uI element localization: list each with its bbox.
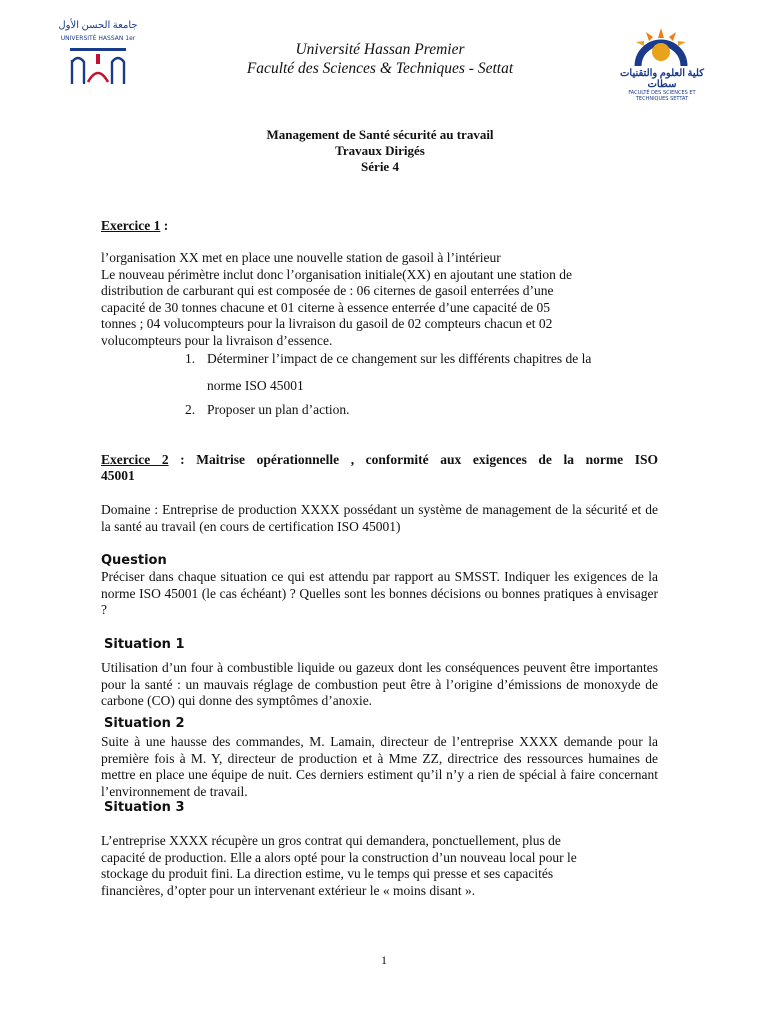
question-text: Préciser dans chaque situation ce qui est attendu par rapport au SMSST. Indiquer les exigences de la norme ISO 45001 (le cas échéant) ? Quelles sont les bonnes décisions ou bonnes pratiques à envisager ?	[101, 569, 658, 617]
exercise1-line: l’organisation XX met en place une nouvelle station de gasoil à l’intérieur	[101, 250, 501, 265]
exercise1-line: capacité de 30 tonnes chacune et 01 citerne à essence enterrée d’une capacité de 05	[101, 299, 551, 315]
situation1-label: Situation 1	[104, 637, 185, 652]
exercise2-heading-line	[101, 452, 658, 468]
situation3-text	[101, 833, 661, 899]
situation1-text: Utilisation d’un four à combustible liquide ou gazeux dont les conséquences peuvent être importantes pour la santé : un mauvais réglage de combustion peut être à l’origine d’émissions de monoxyde de carbone (CO) qui donne des symptômes d’anoxie.	[101, 660, 658, 708]
exercise1-line: tonnes ; 04 volucompteurs pour la livraison du gasoil de 02 compteurs chacun et 02	[101, 316, 553, 331]
exercise2-heading-title: : Maitrise opérationnelle , conformité aux exigences de la norme ISO	[168, 452, 658, 467]
course-title: Management de Santé sécurité au travail	[266, 127, 494, 142]
situation2-text: Suite à une hausse des commandes, M. Lamain, directeur de l’entreprise XXXX demande pour la première fois à M. Y, directeur de production et à Mme ZZ, directrice des ressources humaines de mettre en place une équipe de nuit. Ces derniers estiment qu’il n’y a rien de spécial à faire concernant l’environnement de travail.	[101, 734, 658, 799]
question-number: 1.	[185, 351, 196, 366]
logo-arabic-name: جامعة الحسن الأول	[58, 20, 138, 31]
exercise1-text	[101, 250, 661, 349]
faculty-logo	[612, 22, 712, 104]
sun-emblem-icon	[626, 22, 696, 68]
exercise1-heading-colon: :	[160, 218, 169, 233]
situation2-label: Situation 2	[104, 716, 185, 731]
exercise1-line: distribution de carburant qui est composée de : 06 citernes de gasoil enterrées d’une	[101, 283, 554, 298]
faculty-name: Faculté des Sciences & Techniques - Settat	[246, 60, 514, 77]
page-number: 1	[381, 953, 387, 967]
institution-header	[230, 40, 530, 78]
university-logo	[58, 18, 138, 84]
gate-emblem-icon	[58, 42, 138, 86]
university-name: Université Hassan Premier	[295, 41, 465, 58]
situation3-line: financières, d’opter pour un intervenant extérieur le « moins disant ».	[101, 882, 476, 898]
question-text: Proposer un plan d’action.	[207, 402, 350, 417]
logo-latin-name: UNIVERSITÉ HASSAN 1er	[60, 35, 136, 42]
exercise2-domain: Domaine : Entreprise de production XXXX possédant un système de management de la sécurité et de la santé au travail (en cours de certification ISO 45001)	[101, 502, 658, 534]
exercise1-line: volucompteurs pour la livraison d’essence.	[101, 332, 333, 348]
logo-latin-text: FACULTÉ DES SCIENCES ET TECHNIQUES SETTAT	[628, 90, 696, 102]
td-title: Travaux Dirigés	[335, 143, 425, 158]
exercise2-heading	[101, 452, 658, 484]
question-text: Déterminer l’impact de ce changement sur les différents chapitres de la	[207, 351, 592, 366]
exercise1-heading	[101, 218, 168, 234]
exercise1-heading-label: Exercice 1	[101, 218, 161, 233]
question-label: Question	[101, 553, 167, 568]
situation3-line: stockage du produit fini. La direction estime, vu le temps qui presse et ses capacités	[101, 866, 554, 881]
logo-arabic-text: كلية العلوم والتقنيات سطات	[620, 68, 704, 90]
situation3-line: capacité de production. Elle a alors opté pour la construction d’un nouveau local pour le	[101, 849, 577, 865]
question-text-continued: norme ISO 45001	[207, 378, 304, 393]
document-titles	[180, 127, 580, 175]
question-number: 2.	[185, 402, 196, 417]
situation3-line: L’entreprise XXXX récupère un gros contrat qui demandera, ponctuellement, plus de	[101, 833, 561, 848]
exercise2-heading-line2: 45001	[101, 468, 135, 483]
exercise2-heading-label: Exercice 2	[101, 452, 169, 467]
exercise1-line: Le nouveau périmètre inclut donc l’organisation initiale(XX) en ajoutant une station de	[101, 266, 572, 282]
series-title: Série 4	[361, 159, 399, 174]
situation3-label: Situation 3	[104, 800, 185, 815]
